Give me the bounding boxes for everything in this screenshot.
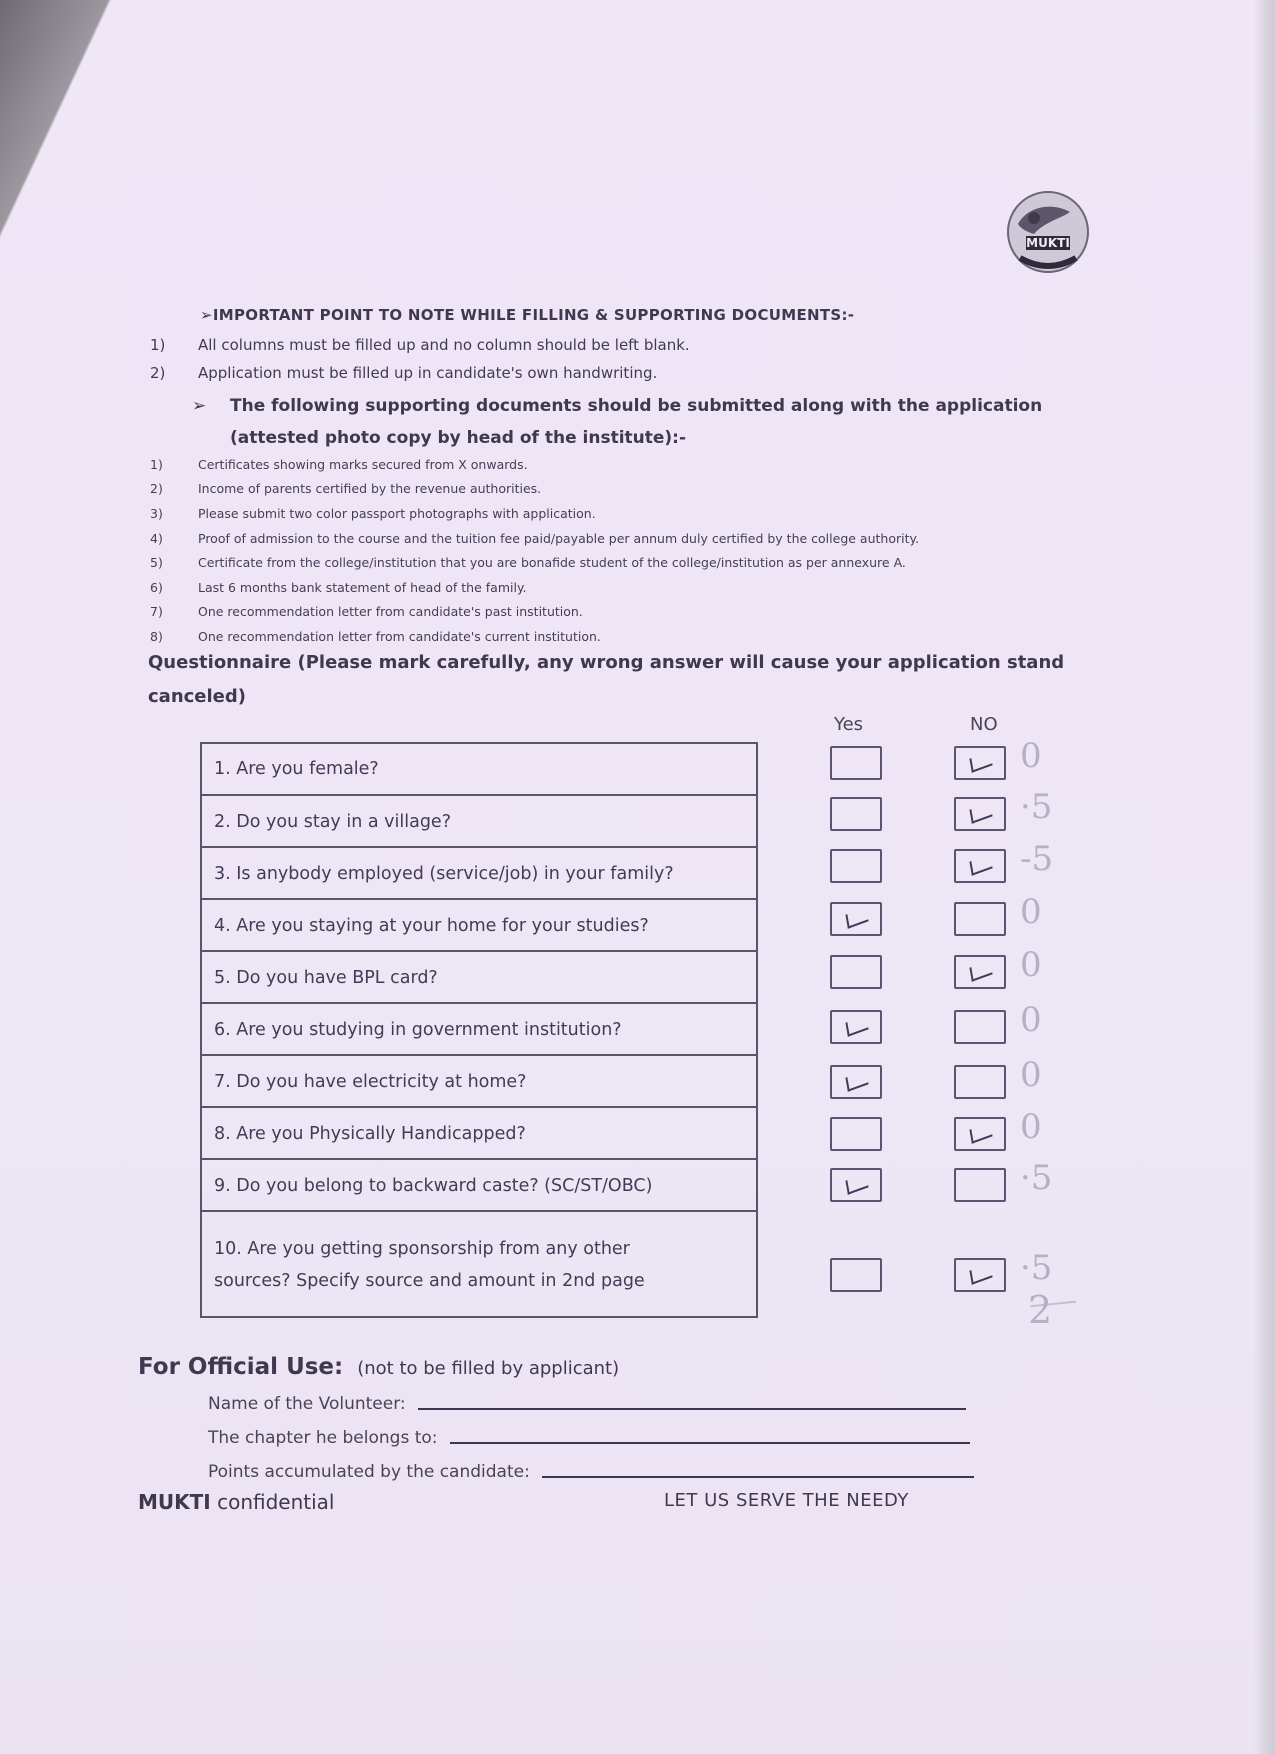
no-checkbox[interactable]	[954, 1117, 1006, 1151]
checkmark-icon	[969, 960, 992, 982]
list-item: 4) Proof of admission to the course and the tuition fee paid/payable per annum duly certified by the college authority.	[150, 530, 920, 546]
checkmark-icon	[845, 1015, 868, 1037]
no-column-header: NO	[970, 714, 998, 735]
yes-column-header: Yes	[834, 714, 864, 735]
question-text: 7. Do you have electricity at home?	[214, 1072, 527, 1092]
no-checkbox[interactable]	[954, 1258, 1006, 1292]
volunteer-name-field[interactable]: Name of the Volunteer:	[208, 1394, 966, 1414]
question-row	[202, 1214, 756, 1316]
question-row	[202, 1110, 756, 1160]
no-checkbox[interactable]	[954, 902, 1006, 936]
question-text: 9. Do you belong to backward caste? (SC/ST/OBC)	[214, 1176, 653, 1196]
handwritten-score: 0	[1020, 945, 1042, 985]
no-checkbox[interactable]	[954, 746, 1006, 780]
question-text: 5. Do you have BPL card?	[214, 968, 438, 988]
question-text: 4. Are you staying at your home for your studies?	[214, 916, 649, 936]
yes-checkbox[interactable]	[830, 1065, 882, 1099]
handwritten-score: 0	[1020, 1000, 1042, 1040]
checkmark-icon	[845, 907, 868, 929]
handwritten-score: 0	[1020, 1107, 1042, 1147]
list-item: 6) Last 6 months bank statement of head of the family.	[150, 579, 527, 595]
list-item: 7) One recommendation letter from candidate's past institution.	[150, 604, 583, 620]
list-item: 3) Please submit two color passport photographs with application.	[150, 505, 596, 521]
checkmark-icon	[969, 1263, 992, 1285]
footer-tagline: LET US SERVE THE NEEDY	[664, 1490, 909, 1511]
list-item: 1) All columns must be filled up and no column should be left blank.	[150, 336, 690, 354]
question-text: 2. Do you stay in a village?	[214, 812, 451, 832]
svg-text:MUKTI: MUKTI	[1026, 236, 1070, 250]
list-item: 8) One recommendation letter from candidate's current institution.	[150, 628, 601, 644]
question-row	[202, 902, 756, 952]
list-item: 2) Application must be filled up in candidate's own handwriting.	[150, 364, 658, 382]
question-text: 6. Are you studying in government institution?	[214, 1020, 622, 1040]
checkmark-icon	[969, 751, 992, 773]
handwritten-score: ·5	[1020, 787, 1053, 827]
yes-checkbox[interactable]	[830, 797, 882, 831]
yes-checkbox[interactable]	[830, 1168, 882, 1202]
question-row	[202, 954, 756, 1004]
list-item: 5) Certificate from the college/institution that you are bonafide student of the college/institution as per annexure A.	[150, 555, 906, 571]
checkmark-icon	[969, 854, 992, 876]
documents-list	[150, 452, 919, 649]
question-row	[202, 744, 756, 796]
question-text: 8. Are you Physically Handicapped?	[214, 1124, 526, 1144]
question-row	[202, 1006, 756, 1056]
checkmark-icon	[969, 1122, 992, 1144]
yes-checkbox[interactable]	[830, 746, 882, 780]
questionnaire-title: Questionnaire (Please mark carefully, any wrong answer will cause your application stand canceled)	[148, 652, 1065, 707]
checkmark-icon	[845, 1070, 868, 1092]
handwritten-score: ·5	[1020, 1248, 1053, 1288]
no-checkbox[interactable]	[954, 1010, 1006, 1044]
chapter-field[interactable]: The chapter he belongs to:	[208, 1428, 970, 1448]
question-text: 3. Is anybody employed (service/job) in your family?	[214, 864, 674, 884]
list-item: 2) Income of parents certified by the revenue authorities.	[150, 481, 542, 497]
yes-checkbox[interactable]	[830, 1010, 882, 1044]
official-use-title: For Official Use: (not to be filled by applicant)	[138, 1354, 620, 1380]
mukti-logo-icon	[1004, 188, 1092, 276]
total-score: 2	[1028, 1288, 1053, 1332]
no-checkbox[interactable]	[954, 955, 1006, 989]
yes-checkbox[interactable]	[830, 1258, 882, 1292]
points-field[interactable]: Points accumulated by the candidate:	[208, 1462, 974, 1482]
no-checkbox[interactable]	[954, 1065, 1006, 1099]
handwritten-score: 0	[1020, 892, 1042, 932]
handwritten-score: 0	[1020, 1055, 1042, 1095]
yes-checkbox[interactable]	[830, 902, 882, 936]
scan-shadow	[0, 0, 160, 320]
documents-heading: ➢ The following supporting documents should be submitted along with the application (attested photo copy by head of the institute):-	[192, 396, 1043, 448]
instructions-heading: ➢IMPORTANT POINT TO NOTE WHILE FILLING & SUPPORTING DOCUMENTS:-	[200, 306, 855, 324]
checkmark-icon	[845, 1173, 868, 1195]
question-row	[202, 1058, 756, 1108]
yes-checkbox[interactable]	[830, 955, 882, 989]
question-text-continued: sources? Specify source and amount in 2nd page	[214, 1271, 645, 1291]
question-row	[202, 1162, 756, 1212]
yes-checkbox[interactable]	[830, 849, 882, 883]
question-text: 10. Are you getting sponsorship from any other	[214, 1239, 630, 1259]
no-checkbox[interactable]	[954, 797, 1006, 831]
handwritten-score: ·5	[1020, 1158, 1053, 1198]
handwritten-score: -5	[1020, 839, 1054, 879]
scan-edge	[1253, 0, 1275, 1754]
checkmark-icon	[969, 802, 992, 824]
yes-checkbox[interactable]	[830, 1117, 882, 1151]
no-checkbox[interactable]	[954, 1168, 1006, 1202]
official-use-note: (not to be filled by applicant)	[357, 1358, 620, 1379]
question-row	[202, 850, 756, 900]
handwritten-score: 0	[1020, 736, 1042, 776]
list-item: 1) Certificates showing marks secured from X onwards.	[150, 456, 528, 472]
question-row	[202, 798, 756, 848]
no-checkbox[interactable]	[954, 849, 1006, 883]
question-text: 1. Are you female?	[214, 759, 379, 779]
rules-list	[150, 336, 690, 392]
footer-confidential: MUKTI confidential	[138, 1490, 335, 1514]
